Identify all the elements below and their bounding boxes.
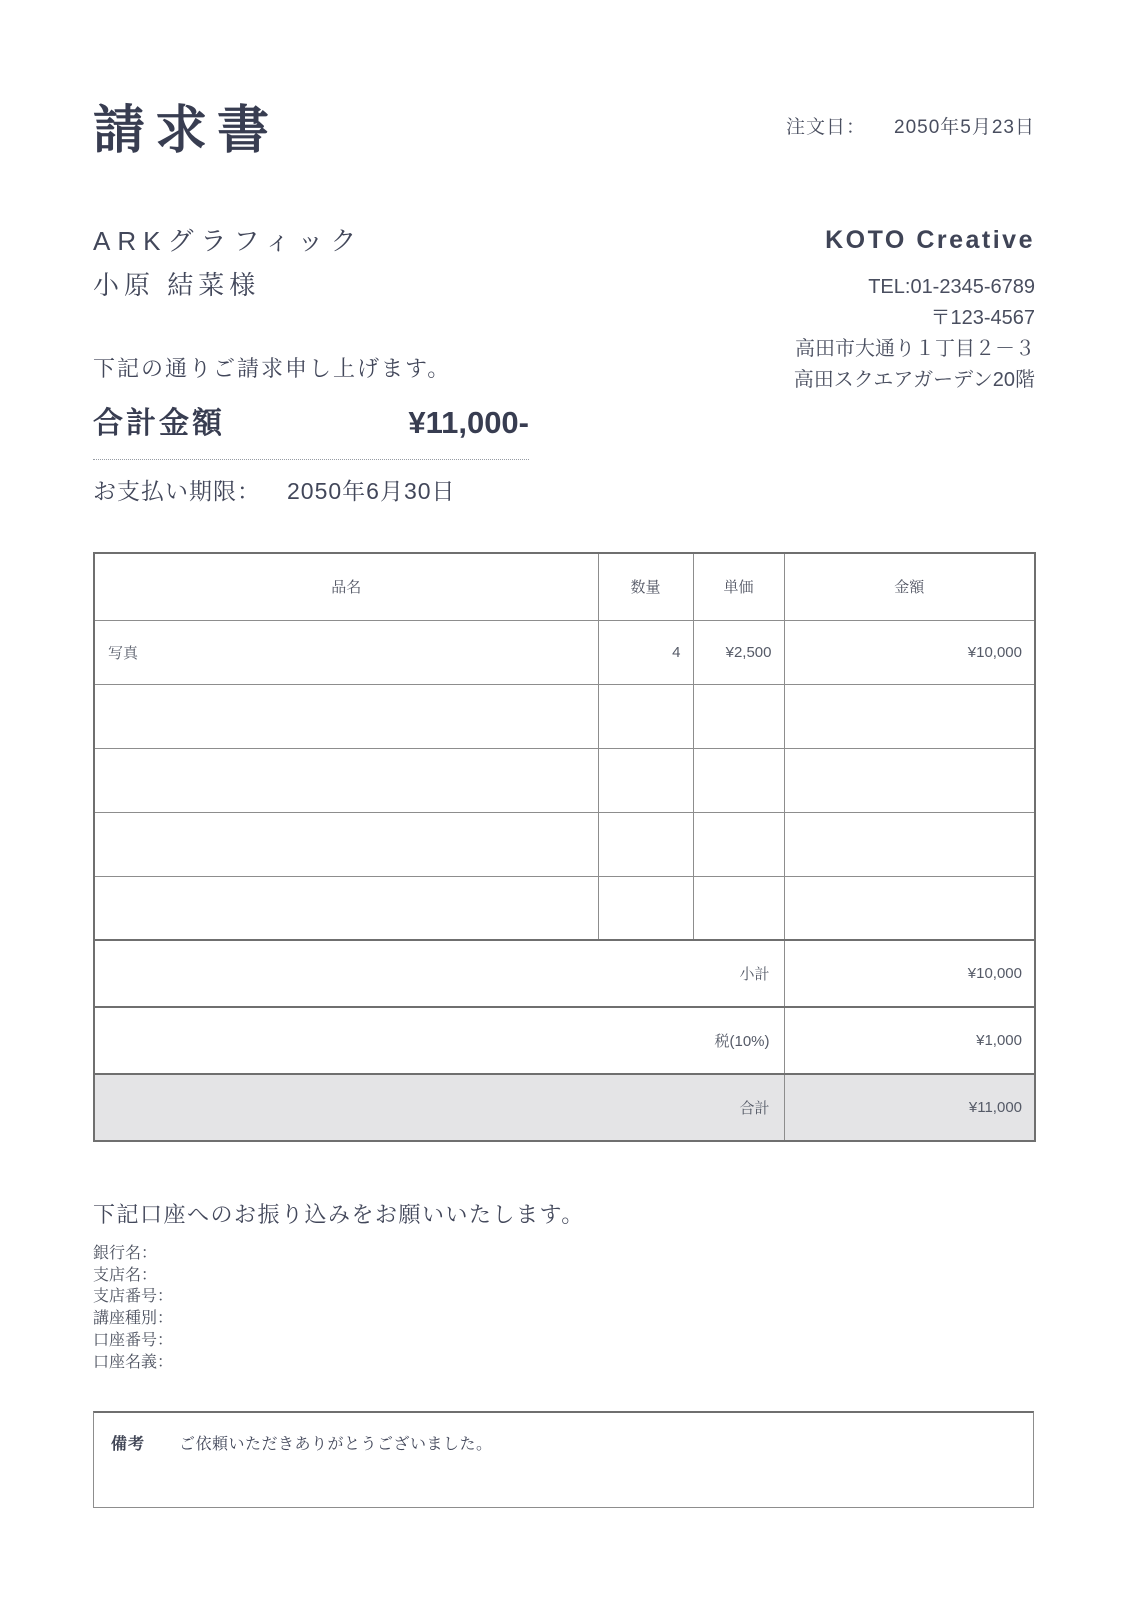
item-name-cell	[94, 684, 598, 748]
item-qty-cell	[598, 812, 693, 876]
bank-transfer-block	[93, 1198, 585, 1373]
table-row	[94, 812, 1035, 876]
column-header-unit-price: 単価	[693, 553, 784, 620]
tax-row	[94, 1007, 1035, 1074]
issuer-address-2: 高田スクエアガーデン20階	[793, 369, 1035, 391]
item-qty-cell	[598, 748, 693, 812]
items-table	[93, 552, 1036, 1142]
column-header-amount: 金額	[784, 553, 1035, 620]
bank-fields	[93, 1243, 585, 1373]
order-date	[786, 112, 1035, 139]
account-holder-field: 口座名義：	[93, 1353, 174, 1371]
payment-due-date: 2050年6月30日	[287, 478, 456, 504]
recipient-company: ARKグラフィック	[93, 226, 364, 256]
item-unit-price-cell	[693, 876, 784, 940]
order-date-value: 2050年5月23日	[894, 117, 1035, 138]
item-unit-price-cell	[693, 812, 784, 876]
issuer-address-1: 高田市大通り１丁目２－３	[795, 338, 1035, 360]
payment-due-label: お支払い期限：	[93, 478, 261, 504]
table-row	[94, 876, 1035, 940]
recipient-block	[93, 226, 363, 300]
item-unit-price-cell	[693, 684, 784, 748]
order-date-label: 注文日：	[786, 117, 867, 138]
table-row	[94, 684, 1035, 748]
notes-label: 備考	[111, 1436, 146, 1453]
subtotal-row	[94, 940, 1035, 1007]
item-amount-cell	[784, 812, 1035, 876]
grand-total-row	[94, 1074, 1035, 1141]
item-unit-price-cell	[693, 748, 784, 812]
item-amount-cell	[784, 748, 1035, 812]
account-type-field: 講座種別：	[93, 1310, 174, 1328]
item-amount-cell	[784, 684, 1035, 748]
notes-box	[93, 1411, 1034, 1508]
bank-instruction: 下記口座へのお振り込みをお願いいたします。	[93, 1202, 585, 1227]
branch-name-field: 支店名：	[93, 1266, 158, 1284]
total-amount-row	[93, 398, 529, 460]
item-unit-price-cell: ¥2,500	[693, 620, 784, 684]
item-name-cell	[94, 748, 598, 812]
issuer-tel: TEL:01-2345-6789	[868, 276, 1035, 298]
account-number-field: 口座番号：	[93, 1331, 174, 1349]
total-amount-label: 合計金額	[93, 407, 225, 440]
issuer-postal-code: 〒123-4567	[930, 307, 1035, 329]
item-name-cell: 写真	[94, 620, 598, 684]
issuer-block	[794, 226, 1035, 396]
subtotal-label: 小計	[94, 940, 784, 1007]
subtotal-amount: ¥10,000	[784, 940, 1035, 1007]
items-table-header	[94, 553, 1035, 620]
item-qty-cell	[598, 684, 693, 748]
tax-label: 税(10%)	[94, 1007, 784, 1074]
payment-due-row	[93, 473, 529, 506]
bank-name-field: 銀行名：	[93, 1245, 158, 1262]
item-name-cell	[94, 876, 598, 940]
grand-total-label: 合計	[94, 1074, 784, 1141]
recipient-person: 小原 結菜様	[93, 270, 261, 300]
grand-total-amount: ¥11,000	[784, 1074, 1035, 1141]
item-qty-cell: 4	[598, 620, 693, 684]
item-amount-cell: ¥10,000	[784, 620, 1035, 684]
tax-amount: ¥1,000	[784, 1007, 1035, 1074]
total-amount-value: ¥11,000-	[408, 405, 529, 440]
notes-text: ご依頼いただきありがとうございました。	[179, 1436, 493, 1453]
greeting-text: 下記の通りご請求申し上げます。	[93, 356, 452, 381]
table-row	[94, 748, 1035, 812]
total-block	[93, 398, 529, 506]
column-header-item-name: 品名	[94, 553, 598, 620]
item-qty-cell	[598, 876, 693, 940]
table-row	[94, 620, 1035, 684]
branch-number-field: 支店番号：	[93, 1288, 174, 1306]
column-header-quantity: 数量	[598, 553, 693, 620]
issuer-name: KOTO Creative	[825, 226, 1035, 254]
item-name-cell	[94, 812, 598, 876]
item-amount-cell	[784, 876, 1035, 940]
page-title: 請求書	[93, 102, 280, 160]
